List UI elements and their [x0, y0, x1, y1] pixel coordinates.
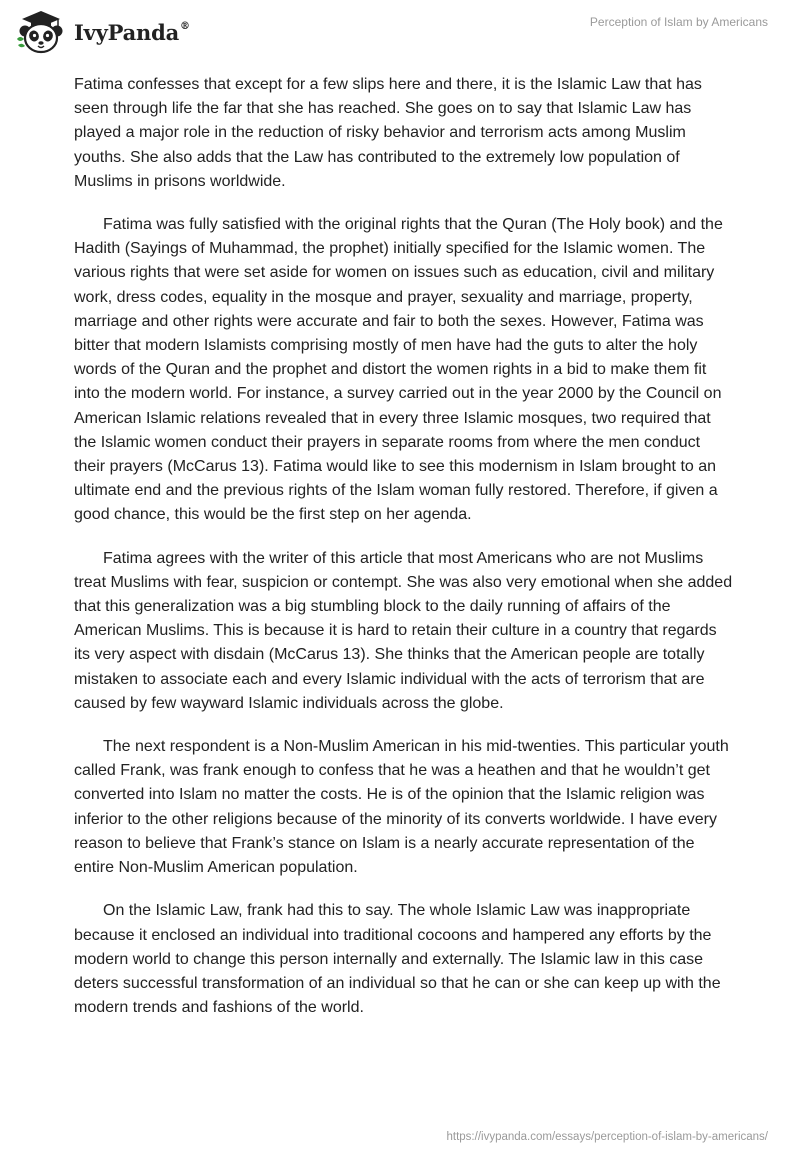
paragraph-5: On the Islamic Law, frank had this to say. The whole Islamic Law was inappropriate because it enclosed an individual into traditional cocoons and hampered any efforts by the modern world to change this person internally and externally. The Islamic law in this case deters successful transformation of an individual so that he can or she can keep up with the modern trends and fashions of the world. — [74, 902, 721, 1017]
paragraph-1: Fatima confesses that except for a few slips here and there, it is the Islamic Law that has seen through life the far that she has reached. She goes on to say that Islamic Law has played a major role in the reduction of risky behavior and terrorism acts among Muslim youths. She also adds that the Law has contributed to the extremely low population of Muslims in prisons worldwide. — [74, 76, 702, 190]
paragraph-3: Fatima agrees with the writer of this article that most Americans who are not Muslims treat Muslims with fear, suspicion or contempt. She was also very emotional when she added that this generalization was a big stumbling block to the daily running of affairs of the American Muslims. This is because it is hard to retain their culture in a country that regards its very aspect with disdain (McCarus 13). She thinks that the American people are totally mistaken to associate each and every Islamic individual with the acts of terrorism that are caused by few wayward Islamic individuals across the globe. — [74, 549, 733, 712]
brand-name: IvyPanda® — [74, 19, 190, 45]
source-url-link[interactable]: https://ivypanda.com/essays/perception-of-islam-by-americans/ — [446, 1131, 768, 1143]
page-header — [0, 0, 800, 62]
ivypanda-logo-link[interactable] — [14, 10, 190, 54]
paragraph-4: The next respondent is a Non-Muslim American in his mid-twenties. This particular youth called Frank, was frank enough to confess that he was a heathen and that he wouldn’t get converted into Islam no matter the costs. He is of the opinion that the Islamic religion was inferior to the other religions because of the minority of its converts worldwide. I have every reason to believe that Frank’s stance on Islam is a nearly accurate representation of the entire Non-Muslim American population. — [74, 738, 729, 877]
essay-body — [74, 73, 734, 1039]
document-title: Perception of Islam by Americans — [589, 15, 768, 29]
paragraph-2: Fatima was fully satisfied with the original rights that the Quran (The Holy book) and the Hadith (Sayings of Muhammad, the prophet) initially specified for the Islamic women. The various rights that were set aside for women on issues such as education, civil and military work, dress codes, equality in the mosque and prayer, sexuality and marriage, property, marriage and other rights were accurate and fair to both the sexes. However, Fatima was bitter that modern Islamists comprising mostly of men have had the guts to alter the holy words of the Quran and the prophet and distort the women rights in a bid to make them fit into the modern world. For instance, a survey carried out in the year 2000 by the Council on American Islamic relations revealed that in every three Islamic mosques, two required that the Islamic women conduct their prayers in separate rooms from where the men conduct their prayers (McCarus 13). Fatima would like to see this modernism in Islam brought to an ultimate end and the previous rights of the Islam woman fully restored. Therefore, if given a good chance, this would be the first step on her agenda. — [74, 216, 723, 524]
panda-graduation-cap-icon — [14, 9, 68, 55]
